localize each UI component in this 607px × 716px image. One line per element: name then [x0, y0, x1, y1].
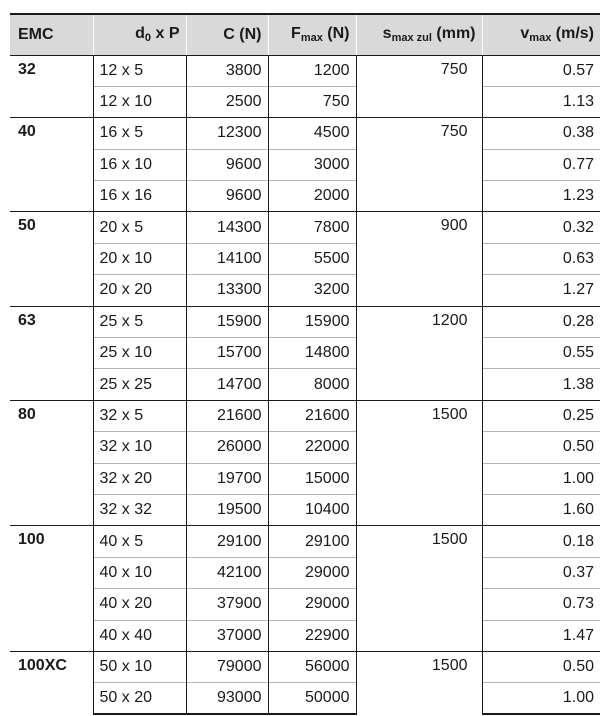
fmax-cell: 8000: [268, 369, 356, 400]
c-cell: 14100: [186, 243, 268, 274]
c-cell: 9600: [186, 181, 268, 212]
header-fmax: $F_{max}$ (N): [268, 14, 356, 55]
table-row: [10, 557, 600, 588]
c-cell: 37000: [186, 620, 268, 651]
c-cell: 15700: [186, 338, 268, 369]
header-vmax: $v_{max}$ (m/s): [482, 14, 600, 55]
smax-cell: 900: [356, 212, 482, 306]
fmax-cell: 29000: [268, 557, 356, 588]
d0xp-cell: 20 x 20: [93, 275, 186, 306]
c-cell: 19500: [186, 494, 268, 525]
fmax-cell: 750: [268, 86, 356, 117]
vmax-cell: 1.60: [482, 494, 600, 525]
c-cell: 14700: [186, 369, 268, 400]
table-row: [10, 338, 600, 369]
fmax-cell: 15000: [268, 463, 356, 494]
fmax-cell: 7800: [268, 212, 356, 243]
fmax-cell: 14800: [268, 338, 356, 369]
d0xp-cell: 50 x 10: [93, 651, 186, 682]
smax-cell: 1500: [356, 400, 482, 526]
d0xp-cell: 25 x 5: [93, 306, 186, 337]
vmax-cell: 0.28: [482, 306, 600, 337]
vmax-cell: 0.50: [482, 432, 600, 463]
vmax-cell: 1.47: [482, 620, 600, 651]
c-cell: 15900: [186, 306, 268, 337]
fmax-cell: 56000: [268, 651, 356, 682]
table-row: [10, 494, 600, 525]
vmax-cell: 0.50: [482, 651, 600, 682]
fmax-cell: 15900: [268, 306, 356, 337]
vmax-cell: 0.32: [482, 212, 600, 243]
d0xp-cell: 40 x 20: [93, 589, 186, 620]
fmax-cell: 3000: [268, 149, 356, 180]
vmax-cell: 0.57: [482, 55, 600, 86]
table-row: [10, 589, 600, 620]
vmax-cell: 0.63: [482, 243, 600, 274]
table-row: [10, 118, 600, 149]
d0xp-cell: 16 x 10: [93, 149, 186, 180]
fmax-cell: 21600: [268, 400, 356, 431]
table-row: [10, 55, 600, 86]
vmax-cell: 0.37: [482, 557, 600, 588]
header-smax: $s_{max zul}$ (mm): [356, 14, 482, 55]
c-cell: 12300: [186, 118, 268, 149]
d0xp-cell: 25 x 10: [93, 338, 186, 369]
fmax-cell: 4500: [268, 118, 356, 149]
vmax-cell: 0.18: [482, 526, 600, 557]
spec-table-container: [10, 13, 600, 715]
table-row: [10, 683, 600, 714]
emc-size-cell: 32: [10, 55, 93, 118]
fmax-cell: 22900: [268, 620, 356, 651]
c-cell: 14300: [186, 212, 268, 243]
header-emc: EMC: [10, 14, 93, 55]
c-cell: 2500: [186, 86, 268, 117]
table-row: [10, 400, 600, 431]
emc-size-cell: 63: [10, 306, 93, 400]
fmax-cell: 50000: [268, 683, 356, 714]
vmax-cell: 1.00: [482, 683, 600, 714]
d0xp-cell: 16 x 5: [93, 118, 186, 149]
table-row: [10, 149, 600, 180]
table-row: [10, 463, 600, 494]
table-row: [10, 86, 600, 117]
c-cell: 19700: [186, 463, 268, 494]
d0xp-cell: 20 x 5: [93, 212, 186, 243]
fmax-cell: 29000: [268, 589, 356, 620]
table-row: [10, 275, 600, 306]
c-cell: 3800: [186, 55, 268, 86]
smax-cell: 750: [356, 55, 482, 118]
table-row: [10, 651, 600, 682]
c-cell: 13300: [186, 275, 268, 306]
emc-size-cell: 100: [10, 526, 93, 652]
smax-cell: 1500: [356, 651, 482, 714]
c-cell: 42100: [186, 557, 268, 588]
emc-size-cell: 100XC: [10, 651, 93, 714]
fmax-cell: 10400: [268, 494, 356, 525]
vmax-cell: 1.00: [482, 463, 600, 494]
table-row: [10, 526, 600, 557]
table-body: [10, 55, 600, 714]
d0xp-cell: 32 x 10: [93, 432, 186, 463]
vmax-cell: 1.13: [482, 86, 600, 117]
fmax-cell: 2000: [268, 181, 356, 212]
table-row: [10, 212, 600, 243]
vmax-cell: 0.38: [482, 118, 600, 149]
header-row: [10, 14, 600, 55]
header-c: C (N): [186, 14, 268, 55]
d0xp-cell: 16 x 16: [93, 181, 186, 212]
table-row: [10, 306, 600, 337]
d0xp-cell: 32 x 5: [93, 400, 186, 431]
table-row: [10, 620, 600, 651]
vmax-cell: 1.27: [482, 275, 600, 306]
c-cell: 79000: [186, 651, 268, 682]
smax-cell: 1500: [356, 526, 482, 652]
table-row: [10, 243, 600, 274]
fmax-cell: 5500: [268, 243, 356, 274]
vmax-cell: 1.23: [482, 181, 600, 212]
c-cell: 29100: [186, 526, 268, 557]
d0xp-cell: 25 x 25: [93, 369, 186, 400]
emc-size-cell: 80: [10, 400, 93, 526]
header-d0xp: $d_0$ x P: [93, 14, 186, 55]
fmax-cell: 29100: [268, 526, 356, 557]
c-cell: 21600: [186, 400, 268, 431]
d0xp-cell: 40 x 5: [93, 526, 186, 557]
smax-cell: 1200: [356, 306, 482, 400]
table-row: [10, 369, 600, 400]
c-cell: 37900: [186, 589, 268, 620]
vmax-cell: 0.25: [482, 400, 600, 431]
vmax-cell: 1.38: [482, 369, 600, 400]
d0xp-cell: 32 x 20: [93, 463, 186, 494]
c-cell: 26000: [186, 432, 268, 463]
emc-spec-table: [10, 13, 600, 715]
emc-size-cell: 50: [10, 212, 93, 306]
vmax-cell: 0.55: [482, 338, 600, 369]
vmax-cell: 0.77: [482, 149, 600, 180]
fmax-cell: 22000: [268, 432, 356, 463]
fmax-cell: 1200: [268, 55, 356, 86]
c-cell: 9600: [186, 149, 268, 180]
d0xp-cell: 12 x 5: [93, 55, 186, 86]
d0xp-cell: 20 x 10: [93, 243, 186, 274]
d0xp-cell: 50 x 20: [93, 683, 186, 714]
d0xp-cell: 12 x 10: [93, 86, 186, 117]
table-row: [10, 181, 600, 212]
smax-cell: 750: [356, 118, 482, 212]
table-row: [10, 432, 600, 463]
d0xp-cell: 40 x 40: [93, 620, 186, 651]
emc-size-cell: 40: [10, 118, 93, 212]
vmax-cell: 0.73: [482, 589, 600, 620]
d0xp-cell: 40 x 10: [93, 557, 186, 588]
fmax-cell: 3200: [268, 275, 356, 306]
d0xp-cell: 32 x 32: [93, 494, 186, 525]
c-cell: 93000: [186, 683, 268, 714]
